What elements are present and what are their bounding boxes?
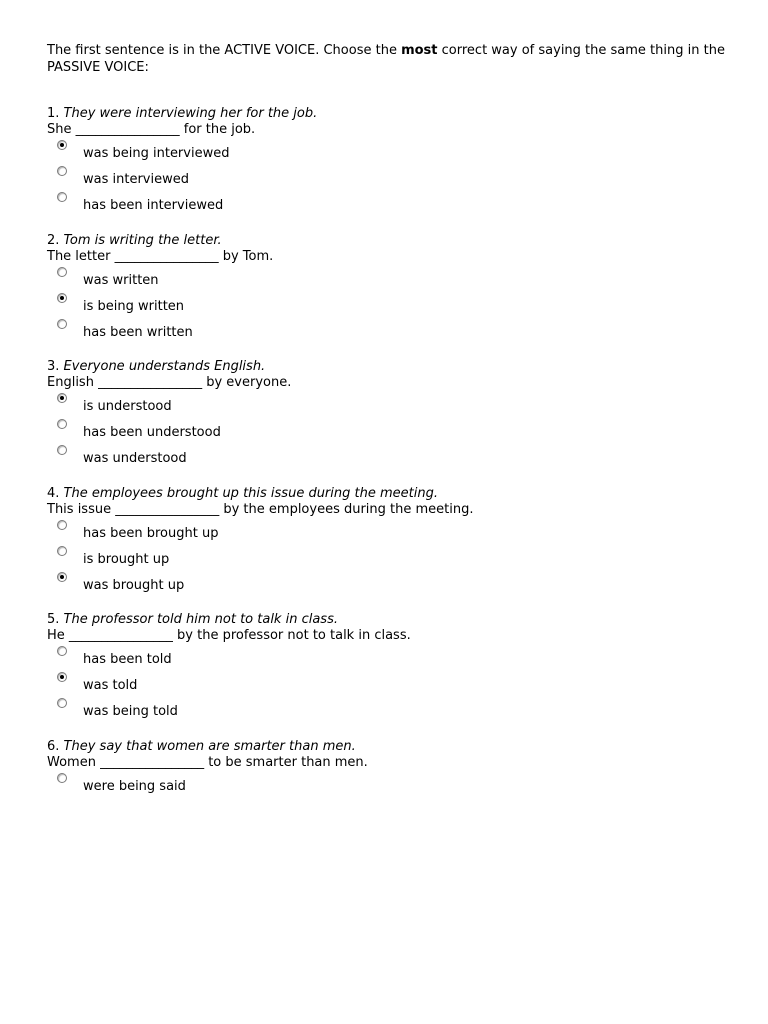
- question-prompt: [47, 359, 727, 375]
- passive-sentence: He ________________ by the professor not to talk in class.: [47, 628, 411, 643]
- option-label[interactable]: has been written: [83, 325, 193, 340]
- passive-sentence: The letter ________________ by Tom.: [47, 249, 274, 264]
- radio-button[interactable]: [57, 393, 67, 403]
- radio-button[interactable]: [57, 166, 67, 176]
- question-number: 2.: [47, 233, 60, 248]
- question-number: 3.: [47, 359, 60, 374]
- answer-option[interactable]: [47, 570, 727, 596]
- active-sentence: Tom is writing the letter.: [63, 233, 222, 248]
- answer-option[interactable]: [47, 670, 727, 696]
- option-label[interactable]: was being interviewed: [83, 146, 230, 161]
- radio-button[interactable]: [57, 572, 67, 582]
- active-sentence: They say that women are smarter than men.: [63, 739, 356, 754]
- answer-option[interactable]: [47, 443, 727, 469]
- question-prompt: [47, 486, 727, 502]
- radio-button[interactable]: [57, 192, 67, 202]
- answer-option[interactable]: [47, 644, 727, 670]
- question-number: 5.: [47, 612, 60, 627]
- radio-button[interactable]: [57, 698, 67, 708]
- question-2: [47, 233, 727, 343]
- option-label[interactable]: is brought up: [83, 552, 170, 567]
- radio-button[interactable]: [57, 773, 67, 783]
- answer-option[interactable]: [47, 291, 727, 317]
- answer-option[interactable]: [47, 518, 727, 544]
- answer-option[interactable]: [47, 771, 727, 797]
- radio-button[interactable]: [57, 267, 67, 277]
- option-label[interactable]: was being told: [83, 704, 178, 719]
- answer-option[interactable]: [47, 190, 727, 216]
- answer-option[interactable]: [47, 317, 727, 343]
- passive-sentence: This issue ________________ by the employees during the meeting.: [47, 502, 474, 517]
- passive-sentence: She ________________ for the job.: [47, 122, 256, 137]
- option-label[interactable]: is being written: [83, 299, 185, 314]
- option-label[interactable]: was brought up: [83, 578, 185, 593]
- option-label[interactable]: were being said: [83, 779, 186, 794]
- question-prompt: [47, 612, 727, 628]
- option-label[interactable]: has been understood: [83, 425, 221, 440]
- question-4: [47, 486, 727, 596]
- answer-option[interactable]: [47, 696, 727, 722]
- question-prompt: [47, 233, 727, 249]
- instructions-text-end: correct way of saying the same thing in the PASSIVE VOICE:: [47, 43, 725, 75]
- instructions-text-start: The first sentence is in the ACTIVE VOICE. Choose the: [47, 43, 402, 58]
- answer-option[interactable]: [47, 138, 727, 164]
- active-sentence: They were interviewing her for the job.: [63, 106, 318, 121]
- answer-option[interactable]: [47, 265, 727, 291]
- option-label[interactable]: is understood: [83, 399, 172, 414]
- question-number: 6.: [47, 739, 60, 754]
- active-sentence: The professor told him not to talk in class.: [63, 612, 338, 627]
- answer-option[interactable]: [47, 391, 727, 417]
- question-6: [47, 739, 727, 797]
- radio-button[interactable]: [57, 672, 67, 682]
- instructions: [47, 42, 727, 76]
- passive-sentence: English ________________ by everyone.: [47, 375, 292, 390]
- option-label[interactable]: has been told: [83, 652, 172, 667]
- question-number: 1.: [47, 106, 60, 121]
- radio-button[interactable]: [57, 419, 67, 429]
- active-sentence: Everyone understands English.: [63, 359, 266, 374]
- radio-button[interactable]: [57, 520, 67, 530]
- option-label[interactable]: has been brought up: [83, 526, 219, 541]
- question-prompt: [47, 739, 727, 755]
- answer-option[interactable]: [47, 417, 727, 443]
- question-prompt: [47, 106, 727, 122]
- option-label[interactable]: was interviewed: [83, 172, 189, 187]
- passive-sentence: Women ________________ to be smarter than men.: [47, 755, 368, 770]
- radio-button[interactable]: [57, 140, 67, 150]
- quiz-page: [47, 42, 727, 794]
- question-1: [47, 106, 727, 216]
- answer-option[interactable]: [47, 164, 727, 190]
- radio-button[interactable]: [57, 293, 67, 303]
- option-label[interactable]: was written: [83, 273, 159, 288]
- instructions-emphasis: most: [401, 43, 438, 58]
- answer-option[interactable]: [47, 544, 727, 570]
- question-5: [47, 612, 727, 722]
- radio-button[interactable]: [57, 646, 67, 656]
- radio-button[interactable]: [57, 546, 67, 556]
- option-label[interactable]: has been interviewed: [83, 198, 224, 213]
- option-label[interactable]: was told: [83, 678, 138, 693]
- active-sentence: The employees brought up this issue during the meeting.: [63, 486, 438, 501]
- option-label[interactable]: was understood: [83, 451, 187, 466]
- radio-button[interactable]: [57, 445, 67, 455]
- question-number: 4.: [47, 486, 60, 501]
- radio-button[interactable]: [57, 319, 67, 329]
- question-3: [47, 359, 727, 469]
